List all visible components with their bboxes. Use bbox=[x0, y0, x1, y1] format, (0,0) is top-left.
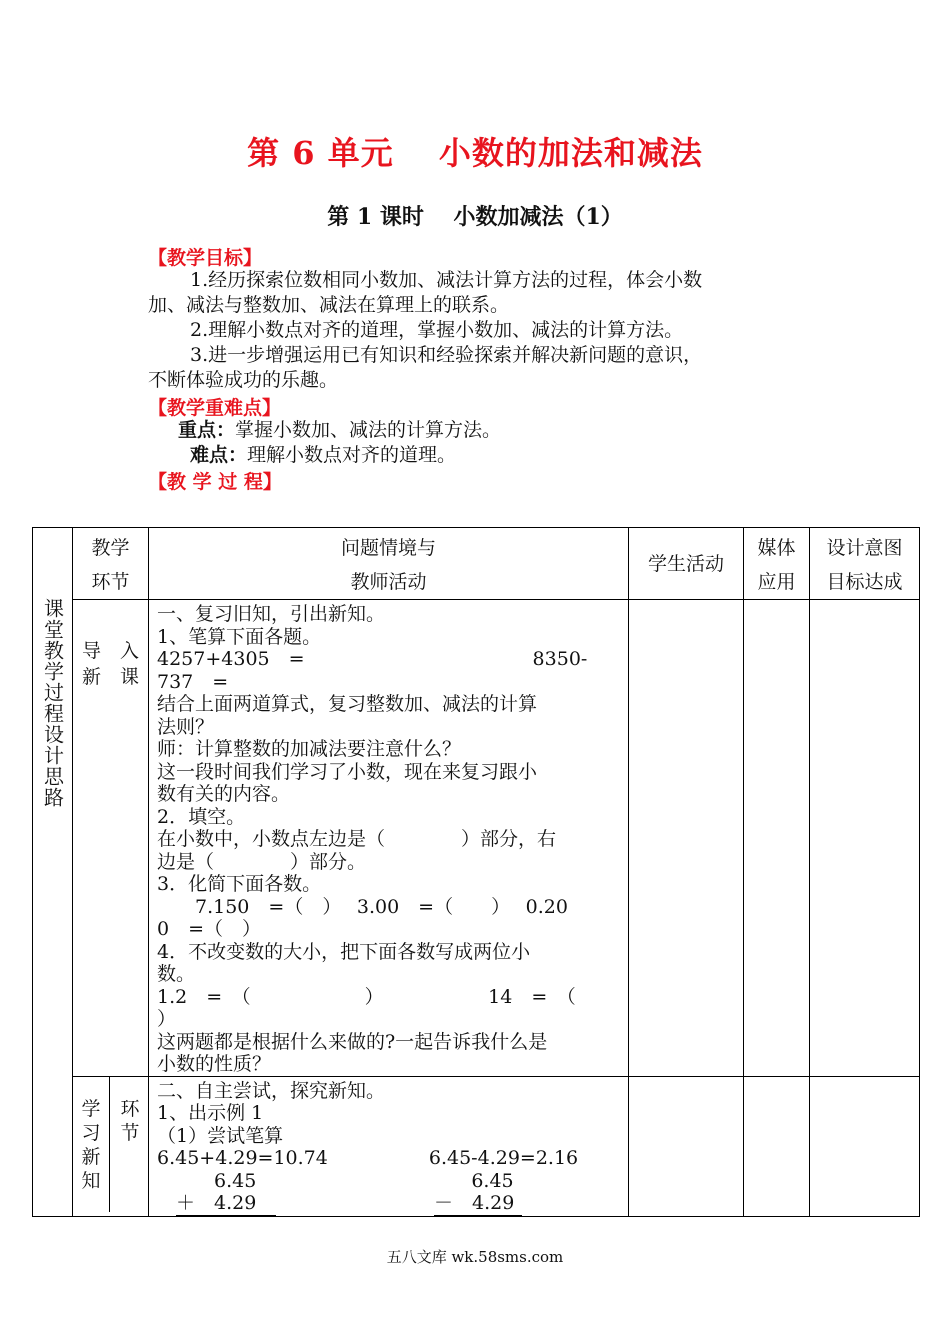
header-problem bbox=[149, 528, 629, 600]
stage-intro-line-1: 导 入 bbox=[81, 640, 139, 662]
text-line: （1）尝试笔算 bbox=[157, 1124, 284, 1147]
text-line: 数有关的内容。 bbox=[157, 783, 291, 805]
media-new bbox=[744, 1076, 810, 1216]
calc-plus: ＋ 4.29 bbox=[176, 1192, 276, 1216]
stage-new-right: 环节 bbox=[120, 1097, 140, 1144]
text-line: 小数的性质？ bbox=[157, 1053, 272, 1075]
text-line: 这两题都是根据什么来做的?一起告诉我什么是 bbox=[157, 1030, 548, 1053]
media-intro bbox=[744, 600, 810, 1077]
key-points-heading: 【教学重难点】 bbox=[148, 397, 282, 419]
text-line: 师：计算整数的加减法要注意什么？ bbox=[157, 738, 462, 760]
stage-new-cell bbox=[73, 1076, 149, 1216]
calc-minus: － 4.29 bbox=[434, 1192, 522, 1216]
text-line: 1.2 = （ ） 14 = （ bbox=[157, 985, 576, 1008]
lesson-process-table bbox=[32, 527, 920, 1217]
text-line: 结合上面两道算式，复习整数加、减法的计算 bbox=[157, 693, 538, 715]
header-student-label: 学生活动 bbox=[647, 552, 724, 575]
footer-watermark: 五八文库 wk.58sms.com bbox=[386, 1248, 564, 1266]
goal-2: 2.理解小数点对齐的道理，掌握小数加、减法的计算方法。 bbox=[190, 319, 684, 341]
text-line: 6.45+4.29=10.74 6.45-4.29=2.16 bbox=[157, 1147, 579, 1169]
text-line: 7.150 =（ ） 3.00 =（ ） 0.20 bbox=[157, 895, 568, 918]
key-text: 掌握小数加、减法的计算方法。 bbox=[235, 419, 502, 441]
stage-intro-cell bbox=[73, 600, 149, 1077]
goal-1-line-1: 1.经历探索位数相同小数加、减法计算方法的过程，体会小数 bbox=[190, 269, 703, 291]
text-line: 在小数中，小数点左边是（ ）部分，右 bbox=[157, 828, 557, 850]
header-design-line-2: 目标达成 bbox=[826, 571, 903, 593]
header-stage bbox=[73, 528, 149, 600]
process-heading: 【教 学 过 程】 bbox=[148, 471, 282, 493]
stage-new-left: 学习新知 bbox=[73, 1077, 110, 1212]
goal-3-line-1: 3.进一步增强运用已有知识和经验探索并解决新问题的意识， bbox=[190, 344, 703, 366]
header-stage-line-2: 环节 bbox=[91, 571, 130, 593]
text-line: 4257+4305 = 8350- bbox=[157, 648, 588, 670]
text-line: 0 =（ ） bbox=[157, 918, 262, 940]
side-label: 课堂教学过程设计思路 bbox=[40, 598, 65, 808]
text-line: 数。 bbox=[157, 963, 196, 985]
table-header-row bbox=[33, 528, 920, 600]
key-point bbox=[178, 418, 828, 443]
header-design-line-1: 设计意图 bbox=[826, 537, 903, 559]
side-label-cell bbox=[33, 528, 73, 1217]
page-title: 第 6 单元 小数的加法和减法 bbox=[247, 134, 703, 172]
header-media bbox=[744, 528, 810, 600]
text-line: 一、复习旧知，引出新知。 bbox=[157, 603, 386, 625]
student-activity-intro bbox=[629, 600, 744, 1077]
text-line: 这一段时间我们学习了小数，现在来复习跟小 bbox=[157, 760, 538, 783]
table-row-new-knowledge bbox=[33, 1076, 920, 1216]
design-new bbox=[810, 1076, 920, 1216]
lesson-subtitle: 第 1 课时 小数加减法（1） bbox=[327, 204, 623, 230]
header-media-line-2: 应用 bbox=[757, 571, 796, 593]
text-line: 边是（ ）部分。 bbox=[157, 850, 367, 873]
difficulty-label: 难点： bbox=[190, 444, 248, 466]
header-stage-line-1: 教学 bbox=[91, 537, 130, 559]
header-problem-line-1: 问题情境与 bbox=[340, 537, 436, 559]
design-intro bbox=[810, 600, 920, 1077]
text-line: 4．不改变数的大小，把下面各数写成两位小 bbox=[157, 940, 531, 963]
header-design bbox=[810, 528, 920, 600]
vertical-calc-row bbox=[157, 1192, 620, 1216]
header-student bbox=[629, 528, 744, 600]
goal-1-line-2: 加、减法与整数加、减法在算理上的联系。 bbox=[148, 294, 510, 316]
table-row-intro bbox=[33, 600, 920, 1077]
text-line: 737 = bbox=[157, 670, 229, 693]
text-line: 法则？ bbox=[157, 715, 215, 738]
key-label: 重点： bbox=[178, 419, 236, 441]
text-line: ） bbox=[157, 1008, 177, 1030]
text-line: 1、笔算下面各题。 bbox=[157, 625, 322, 648]
new-knowledge-content bbox=[149, 1076, 629, 1216]
text-line: 2．填空。 bbox=[157, 805, 246, 828]
student-activity-new bbox=[629, 1076, 744, 1216]
text-line: 6.45 6.45 bbox=[157, 1169, 514, 1192]
goals-heading: 【教学目标】 bbox=[148, 247, 263, 269]
text-line: 3．化简下面各数。 bbox=[157, 873, 322, 895]
intro-content bbox=[149, 600, 629, 1077]
stage-intro-line-2: 新 课 bbox=[81, 666, 139, 688]
header-problem-line-2: 教师活动 bbox=[350, 571, 427, 593]
goal-3-line-2: 不断体验成功的乐趣。 bbox=[148, 369, 339, 391]
text-line: 1、出示例 1 bbox=[157, 1102, 264, 1124]
difficulty-text: 理解小数点对齐的道理。 bbox=[247, 444, 457, 466]
header-media-line-1: 媒体 bbox=[757, 537, 796, 559]
text-line: 二、自主尝试，探究新知。 bbox=[157, 1079, 386, 1102]
difficulty-point bbox=[190, 443, 840, 468]
